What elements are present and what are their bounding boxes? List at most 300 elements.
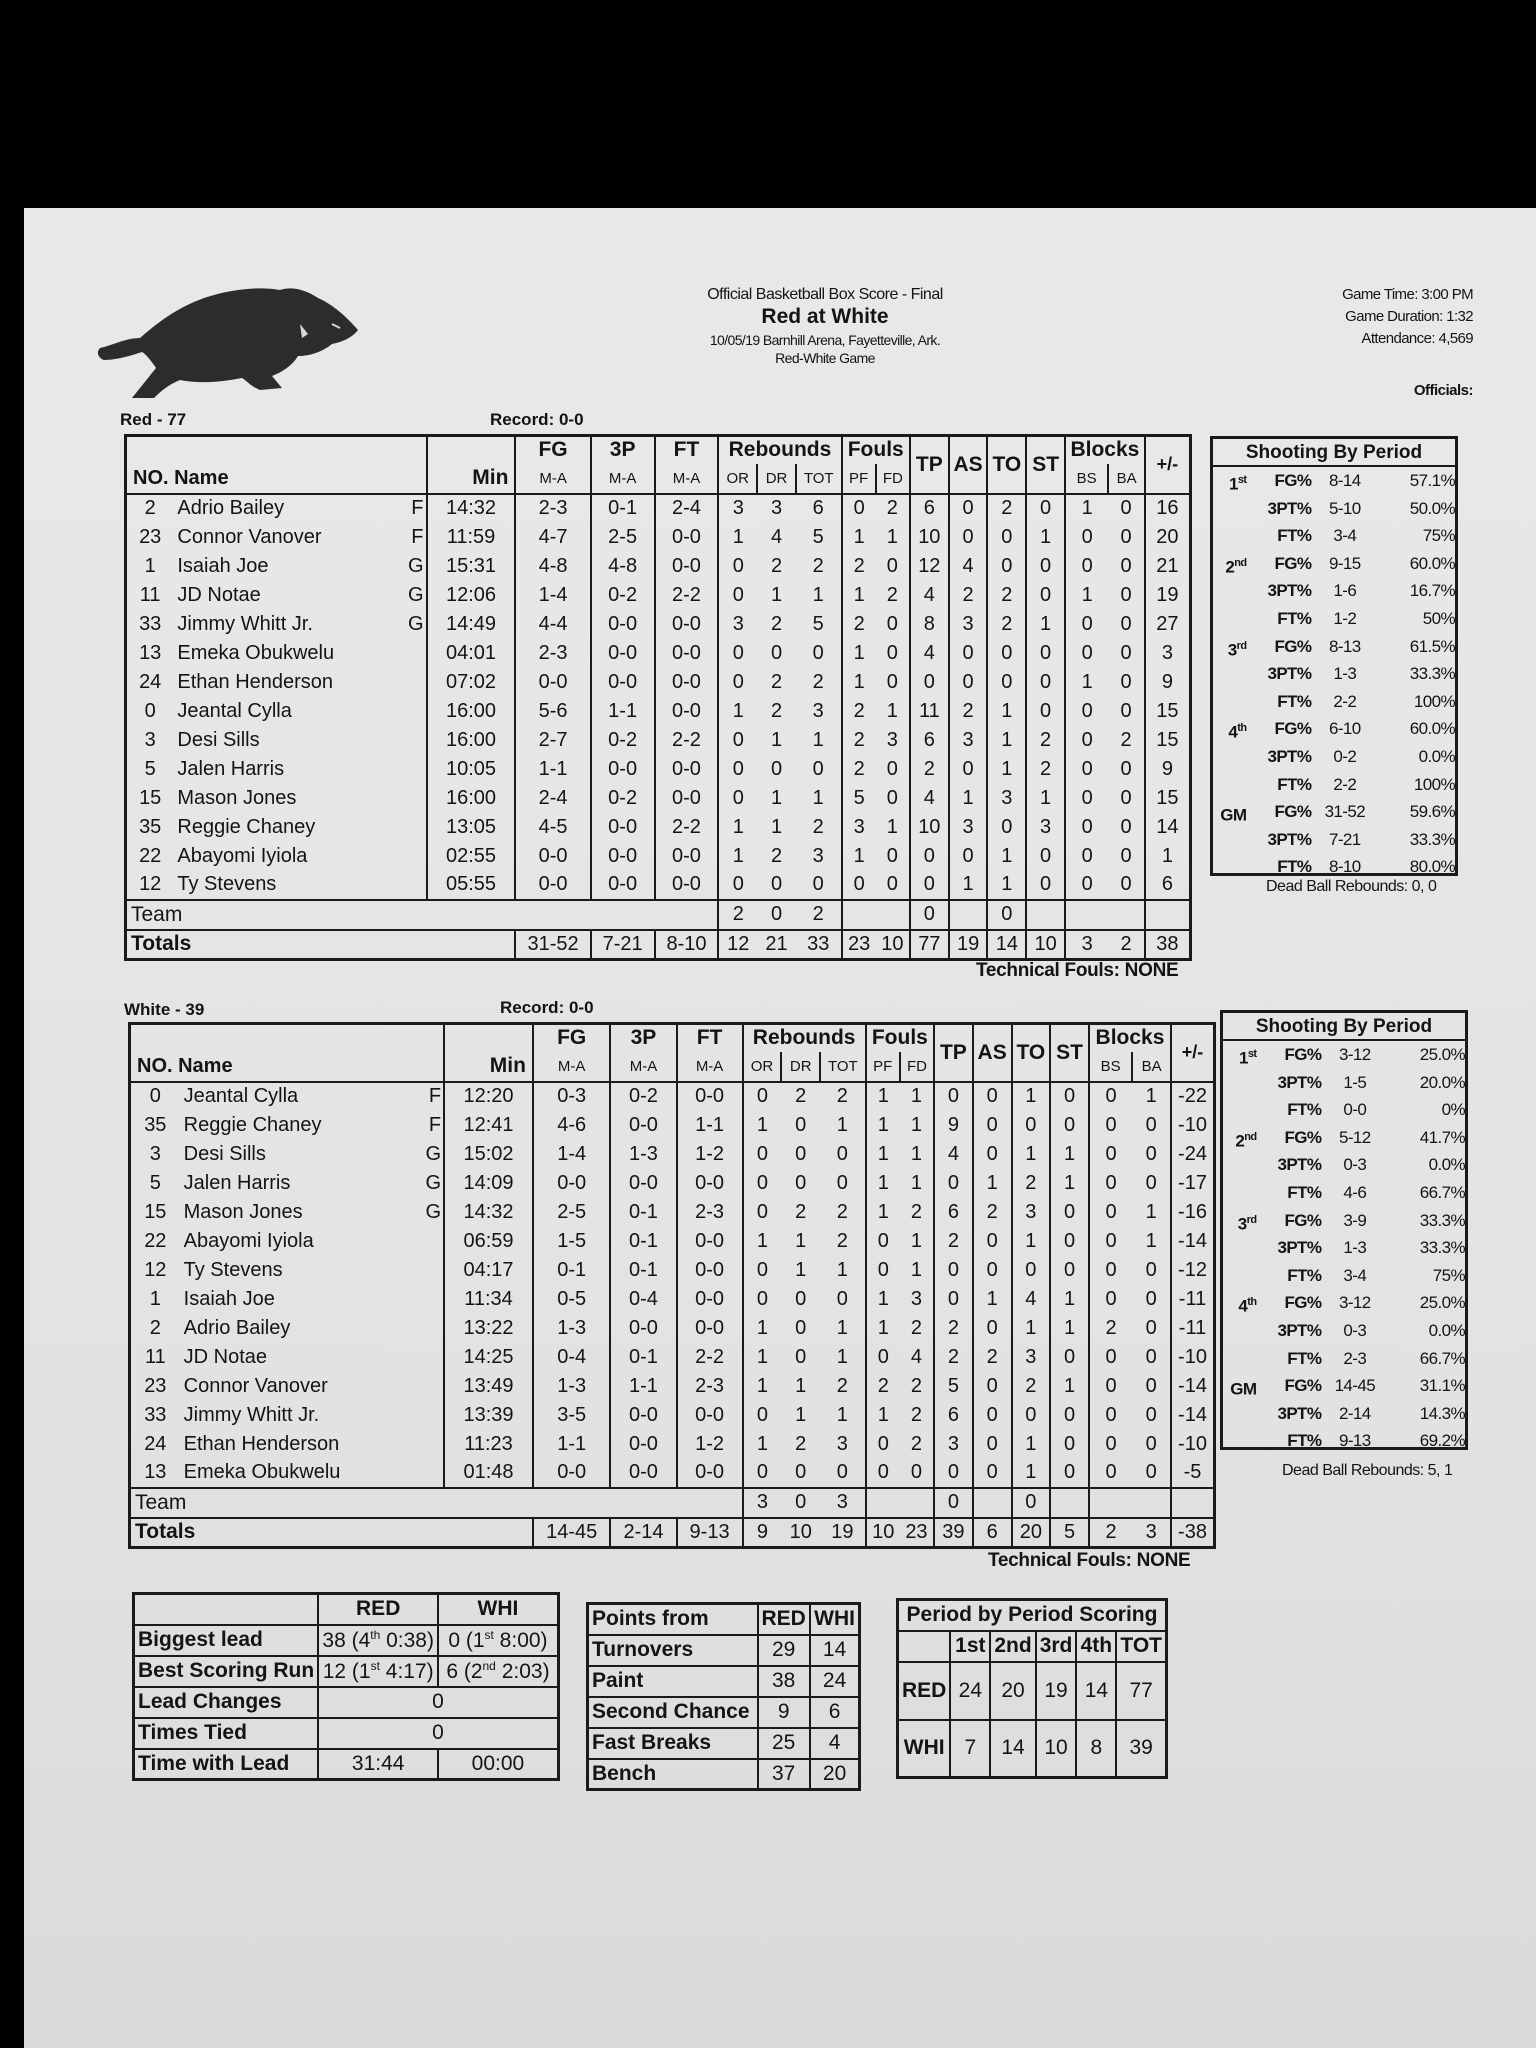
player-bs: 0 (1089, 1459, 1132, 1488)
player-row (130, 1314, 1215, 1343)
player-pm: 15 (1145, 784, 1191, 813)
player-no: 22 (144, 1229, 167, 1252)
player-tp: 6 (934, 1401, 973, 1430)
player-fd: 0 (886, 844, 898, 867)
red-totals-ft: 8-10 (655, 930, 719, 960)
player-min: 15:02 (444, 1140, 533, 1169)
player-tp3: 0-2 (610, 1082, 676, 1111)
shooting-pct: 31.1% (1419, 1376, 1465, 1396)
white-totals-row (130, 1518, 1215, 1548)
player-ft: 0-0 (677, 1169, 743, 1198)
player-tot: 1 (836, 1316, 848, 1339)
player-fd: 4 (910, 1345, 922, 1368)
player-st: 1 (1050, 1285, 1089, 1314)
white-blocks-header: Blocks (1089, 1024, 1171, 1052)
white-totals-pm: -38 (1171, 1518, 1215, 1548)
white-st-header: ST (1050, 1024, 1089, 1082)
player-dr: 0 (770, 641, 783, 664)
player-bs: 0 (1089, 1169, 1132, 1198)
player-bs: 0 (1089, 1111, 1132, 1140)
player-ba: 0 (1120, 786, 1132, 809)
player-to: 0 (1012, 1401, 1051, 1430)
player-as: 0 (973, 1401, 1012, 1430)
player-to: 3 (1012, 1343, 1051, 1372)
player-row (130, 1082, 1215, 1111)
red-ma-subheader: M-A (515, 464, 590, 494)
player-as: 3 (949, 813, 988, 842)
player-tot: 0 (836, 1171, 848, 1194)
white-to-header: TO (1012, 1024, 1051, 1082)
shooting-stat: 3PT% (1267, 664, 1312, 684)
player-tp: 10 (910, 813, 949, 842)
shooting-row (1223, 1207, 1465, 1235)
player-ba: 0 (1120, 641, 1132, 664)
shooting-row (1213, 688, 1455, 716)
shooting-row (1213, 495, 1455, 523)
player-bs: 0 (1089, 1256, 1132, 1285)
player-row (126, 552, 1191, 581)
white-totals-as: 6 (973, 1518, 1012, 1548)
shooting-row (1213, 633, 1455, 661)
player-tot: 0 (836, 1461, 848, 1483)
white-team-row (130, 1488, 1215, 1518)
player-no: 11 (144, 1345, 166, 1368)
shooting-row (1223, 1372, 1465, 1400)
player-tp3: 1-3 (610, 1140, 676, 1169)
white-team-cell: 3 (743, 1488, 782, 1518)
player-or: 1 (743, 1111, 782, 1140)
player-pf: 1 (866, 1198, 900, 1227)
shooting-period: 1st (1229, 474, 1247, 494)
game-time: Game Time: 3:00 PM (1342, 286, 1473, 303)
player-ba: 0 (1145, 1403, 1157, 1426)
player-fd: 0 (886, 873, 898, 895)
red-team-cell (949, 900, 988, 930)
player-st: 1 (1050, 1372, 1089, 1401)
points-from-red: 9 (758, 1697, 810, 1728)
player-row (130, 1198, 1215, 1227)
player-fd: 1 (910, 1258, 922, 1281)
player-ft: 1-1 (677, 1111, 743, 1140)
player-tot: 1 (836, 1403, 848, 1426)
player-pos: G (407, 612, 424, 635)
player-tot: 6 (812, 497, 824, 519)
shooting-period (1213, 853, 1246, 881)
player-ft: 1-2 (677, 1430, 743, 1459)
shooting-ma: 14-45 (1334, 1376, 1376, 1396)
period-scoring-title: Period by Period Scoring (898, 1600, 1167, 1631)
player-name: Abayomi Iyiola (183, 1229, 314, 1252)
shooting-row (1223, 1179, 1465, 1207)
shooting-stat: FT% (1277, 857, 1312, 877)
player-name: Jeantal Cylla (183, 1085, 299, 1107)
player-min: 14:25 (444, 1343, 533, 1372)
player-pos: F (411, 525, 424, 548)
player-fg: 1-5 (533, 1227, 610, 1256)
player-tp3: 0-1 (610, 1256, 676, 1285)
white-tp-header: TP (934, 1024, 973, 1082)
player-fd: 1 (910, 1113, 922, 1136)
player-fd: 3 (910, 1287, 922, 1310)
player-name: Mason Jones (183, 1200, 303, 1223)
red-team-cell (515, 900, 718, 930)
shooting-pct: 0.0% (1418, 746, 1455, 766)
player-pf: 1 (842, 523, 876, 552)
player-tot: 2 (836, 1229, 848, 1252)
shooting-pct: 16.7% (1409, 581, 1455, 601)
red-totals-tot: 33 (796, 930, 842, 960)
red-tot-subheader: TOT (796, 464, 842, 494)
shooting-ma: 3-4 (1343, 1265, 1367, 1285)
shooting-stat: FG% (1274, 802, 1312, 822)
player-or: 1 (718, 842, 757, 871)
player-tot: 2 (812, 815, 824, 838)
player-ba: 0 (1120, 815, 1132, 838)
player-pf: 1 (842, 842, 876, 871)
white-nm-spacer (130, 1024, 445, 1052)
points-from-row (588, 1697, 860, 1728)
player-tp3: 0-0 (591, 813, 655, 842)
player-ba: 0 (1145, 1171, 1157, 1194)
player-ft: 2-2 (655, 813, 719, 842)
period-score: 10 (1036, 1720, 1077, 1778)
player-tp3: 0-0 (610, 1459, 676, 1488)
player-st: 2 (1026, 726, 1065, 755)
player-bs: 0 (1089, 1285, 1132, 1314)
player-tp: 4 (934, 1140, 973, 1169)
shooting-period (1223, 1400, 1256, 1428)
red-nm-spacer (126, 436, 427, 464)
player-to: 0 (987, 552, 1026, 581)
player-tp: 3 (934, 1430, 973, 1459)
player-or: 0 (718, 784, 757, 813)
points-from-row (588, 1635, 860, 1666)
shooting-period (1223, 1069, 1256, 1097)
player-or: 1 (718, 697, 757, 726)
player-no: 2 (149, 1316, 161, 1339)
player-name: JD Notae (183, 1345, 268, 1368)
shooting-ma: 1-5 (1343, 1072, 1367, 1092)
document-title: Official Basketball Box Score - Final (707, 286, 943, 303)
player-tot: 0 (812, 757, 824, 780)
player-as: 2 (949, 581, 988, 610)
player-tp: 2 (934, 1343, 973, 1372)
player-pm: 21 (1145, 552, 1191, 581)
player-bs: 0 (1065, 842, 1108, 871)
red-totals-st: 10 (1026, 930, 1065, 960)
shooting-ma: 1-2 (1333, 608, 1357, 628)
player-ft: 0-0 (655, 668, 719, 697)
player-tp3: 0-0 (591, 842, 655, 871)
player-fg: 2-5 (533, 1198, 610, 1227)
period-col-header: 3rd (1036, 1631, 1077, 1662)
shooting-pct: 60.0% (1409, 719, 1455, 739)
player-no: 22 (139, 844, 162, 867)
shooting-ma: 8-10 (1329, 857, 1361, 877)
player-pf: 0 (866, 1430, 900, 1459)
shooting-ma: 0-0 (1343, 1100, 1367, 1120)
player-pm: -12 (1171, 1256, 1215, 1285)
player-pm: 6 (1145, 871, 1191, 900)
player-fd: 2 (910, 1403, 922, 1426)
player-or: 0 (718, 755, 757, 784)
biggest-lead-whi: 0 (1st 8:00) (438, 1625, 558, 1656)
player-min: 16:00 (427, 726, 516, 755)
player-bs: 0 (1065, 610, 1108, 639)
shooting-row (1223, 1151, 1465, 1179)
shooting-pct: 41.7% (1419, 1127, 1465, 1147)
player-fg: 2-7 (515, 726, 590, 755)
player-pos: F (428, 1113, 442, 1136)
player-st: 0 (1050, 1227, 1089, 1256)
player-name: Ethan Henderson (183, 1432, 340, 1455)
player-or: 0 (743, 1169, 782, 1198)
shooting-stat: 3PT% (1267, 746, 1312, 766)
red-boxscore-table (124, 434, 1192, 961)
player-tp: 2 (934, 1227, 973, 1256)
player-pos: F (428, 1085, 442, 1107)
player-row (126, 842, 1191, 871)
red-team-cell: 0 (987, 900, 1026, 930)
player-ba: 0 (1120, 670, 1132, 693)
player-no: 35 (144, 1113, 167, 1136)
points-from-whi: 14 (810, 1635, 860, 1666)
player-ba: 0 (1120, 873, 1132, 895)
player-dr: 1 (795, 1258, 807, 1281)
player-to: 2 (987, 581, 1026, 610)
time-with-lead-red: 31:44 (318, 1749, 438, 1780)
time-with-lead-label: Time with Lead (134, 1749, 319, 1780)
player-min: 11:23 (444, 1430, 533, 1459)
player-fg: 1-3 (533, 1314, 610, 1343)
white-totals-tp: 39 (934, 1518, 973, 1548)
player-min: 14:32 (427, 494, 516, 523)
player-fg: 4-6 (533, 1111, 610, 1140)
player-pm: -14 (1171, 1372, 1215, 1401)
white-header-row-1 (130, 1024, 1215, 1052)
shooting-row (1223, 1400, 1465, 1428)
player-or: 0 (718, 668, 757, 697)
shooting-period (1213, 743, 1246, 771)
player-or: 0 (743, 1256, 782, 1285)
white-totals-ft: 9-13 (677, 1518, 743, 1548)
player-tot: 3 (812, 844, 824, 867)
shooting-row (1213, 853, 1455, 881)
shooting-row (1223, 1262, 1465, 1290)
player-ba: 0 (1120, 612, 1132, 635)
player-pm: 15 (1145, 726, 1191, 755)
player-tp: 10 (910, 523, 949, 552)
player-st: 1 (1050, 1140, 1089, 1169)
player-ba: 0 (1145, 1461, 1157, 1483)
player-min: 07:02 (427, 668, 516, 697)
red-shooting-by-period (1210, 436, 1458, 876)
red-team-cell: Team (126, 900, 516, 930)
shooting-row (1213, 826, 1455, 854)
shooting-period (1223, 1345, 1256, 1373)
white-ba-subheader: BA (1132, 1052, 1171, 1082)
shooting-ma: 0-3 (1343, 1155, 1367, 1175)
player-ft: 0-0 (655, 552, 719, 581)
shooting-ma: 0-2 (1333, 746, 1357, 766)
white-team-cell (1089, 1488, 1171, 1518)
player-bs: 2 (1089, 1314, 1132, 1343)
player-tp3: 0-2 (591, 581, 655, 610)
player-pos (419, 1372, 444, 1401)
player-bs: 0 (1089, 1372, 1132, 1401)
points-from-header (588, 1604, 860, 1635)
white-totals-or: 9 (743, 1518, 782, 1548)
shooting-period (1213, 577, 1246, 605)
player-dr: 4 (770, 525, 783, 548)
player-pos: G (425, 1171, 442, 1194)
player-min: 13:05 (427, 813, 516, 842)
player-fd: 2 (886, 497, 898, 519)
player-tp: 0 (934, 1169, 973, 1198)
player-or: 1 (743, 1227, 782, 1256)
player-no: 2 (144, 497, 156, 519)
player-st: 0 (1026, 697, 1065, 726)
player-no: 12 (144, 1258, 167, 1281)
player-to: 1 (1012, 1459, 1051, 1488)
white-team-label: White - 39 (124, 1000, 205, 1019)
shooting-ma: 6-10 (1329, 719, 1361, 739)
player-row (130, 1343, 1215, 1372)
player-name: Reggie Chaney (183, 1113, 322, 1136)
player-ft: 2-2 (677, 1343, 743, 1372)
player-as: 4 (949, 552, 988, 581)
player-as: 3 (949, 726, 988, 755)
shooting-stat: FG% (1284, 1127, 1322, 1147)
shooting-ma: 5-10 (1329, 498, 1361, 518)
player-or: 1 (743, 1372, 782, 1401)
shooting-stat: FG% (1274, 636, 1312, 656)
player-no: 13 (139, 641, 162, 664)
player-st: 1 (1026, 784, 1065, 813)
player-to: 3 (1012, 1198, 1051, 1227)
player-pm: 1 (1145, 842, 1191, 871)
white-team-cell (1050, 1488, 1089, 1518)
white-totals-tot: 19 (820, 1518, 866, 1548)
red-team-cell: 2 (718, 900, 757, 930)
player-to: 1 (1012, 1227, 1051, 1256)
best-run-label: Best Scoring Run (134, 1656, 319, 1687)
player-fd: 0 (886, 670, 898, 693)
points-from-row (588, 1759, 860, 1790)
shooting-pct: 0.0% (1428, 1320, 1465, 1340)
red-totals-dr: 21 (757, 930, 796, 960)
time-with-lead-whi: 00:00 (438, 1749, 558, 1780)
white-shooting-by-period (1220, 1010, 1468, 1450)
shooting-period (1223, 1234, 1256, 1262)
red-bs-subheader: BS (1065, 464, 1108, 494)
player-or: 1 (743, 1430, 782, 1459)
player-pf: 1 (842, 581, 876, 610)
player-st: 0 (1026, 552, 1065, 581)
red-dr-subheader: DR (757, 464, 796, 494)
player-pf: 1 (866, 1111, 900, 1140)
white-shooting-title: Shooting By Period (1223, 1013, 1465, 1041)
player-ba: 0 (1145, 1432, 1157, 1455)
red-totals-pm: 38 (1145, 930, 1191, 960)
player-as: 0 (973, 1459, 1012, 1488)
player-dr: 2 (795, 1200, 807, 1223)
shooting-period: 2nd (1225, 556, 1247, 577)
player-to: 0 (987, 523, 1026, 552)
player-pf: 2 (842, 697, 876, 726)
player-to: 1 (987, 842, 1026, 871)
player-pm: -24 (1171, 1140, 1215, 1169)
player-dr: 1 (770, 583, 783, 606)
shooting-ma: 0-3 (1343, 1320, 1367, 1340)
player-fd: 0 (886, 554, 898, 577)
player-st: 0 (1026, 668, 1065, 697)
player-pm: -22 (1171, 1082, 1215, 1111)
player-dr: 1 (770, 728, 783, 751)
game-duration: Game Duration: 1:32 (1345, 308, 1473, 325)
shooting-ma: 8-13 (1329, 636, 1361, 656)
points-from-whi: 6 (810, 1697, 860, 1728)
player-tp3: 0-0 (610, 1314, 676, 1343)
red-fg-header: FG (515, 436, 590, 464)
player-tp3: 0-2 (591, 784, 655, 813)
shooting-stat: FT% (1287, 1265, 1322, 1285)
player-to: 1 (1012, 1314, 1051, 1343)
points-from-label: Turnovers (588, 1635, 758, 1666)
player-fg: 0-5 (533, 1285, 610, 1314)
player-as: 2 (949, 697, 988, 726)
shooting-stat: FT% (1277, 691, 1312, 711)
player-tp: 0 (910, 668, 949, 697)
player-min: 16:00 (427, 784, 516, 813)
player-dr: 0 (770, 873, 783, 895)
player-no: 0 (149, 1085, 161, 1107)
player-pf: 0 (842, 871, 876, 900)
player-ft: 0-0 (677, 1082, 743, 1111)
shooting-period (1213, 495, 1246, 523)
red-totals-tp3: 7-21 (591, 930, 655, 960)
player-to: 0 (987, 668, 1026, 697)
lead-changes-value: 0 (318, 1687, 558, 1718)
player-st: 0 (1050, 1401, 1089, 1430)
period-score: 20 (990, 1662, 1035, 1720)
leads-table (132, 1592, 560, 1781)
white-ma-subheader: M-A (610, 1052, 676, 1082)
shooting-row (1213, 771, 1455, 799)
red-dead-ball-rebounds: Dead Ball Rebounds: 0, 0 (1266, 878, 1437, 895)
period-col-header: TOT (1116, 1631, 1166, 1662)
player-tp3: 0-0 (591, 610, 655, 639)
player-pos (419, 1256, 444, 1285)
player-name: Jeantal Cylla (177, 699, 292, 722)
player-or: 0 (718, 639, 757, 668)
player-tp: 0 (910, 842, 949, 871)
player-pf: 0 (866, 1256, 900, 1285)
player-pm: -10 (1171, 1343, 1215, 1372)
shooting-row (1213, 715, 1455, 743)
player-fg: 0-0 (533, 1169, 610, 1198)
officials-label: Officials: (1413, 382, 1473, 399)
red-totals-pf: 23 (842, 930, 876, 960)
player-min: 06:59 (444, 1227, 533, 1256)
player-tp: 4 (910, 639, 949, 668)
player-no: 3 (144, 728, 156, 751)
shooting-stat: 3PT% (1277, 1072, 1322, 1092)
player-pos (419, 1343, 444, 1372)
player-or: 3 (718, 494, 757, 523)
white-team-cell: 3 (820, 1488, 866, 1518)
shooting-stat: 3PT% (1277, 1155, 1322, 1175)
